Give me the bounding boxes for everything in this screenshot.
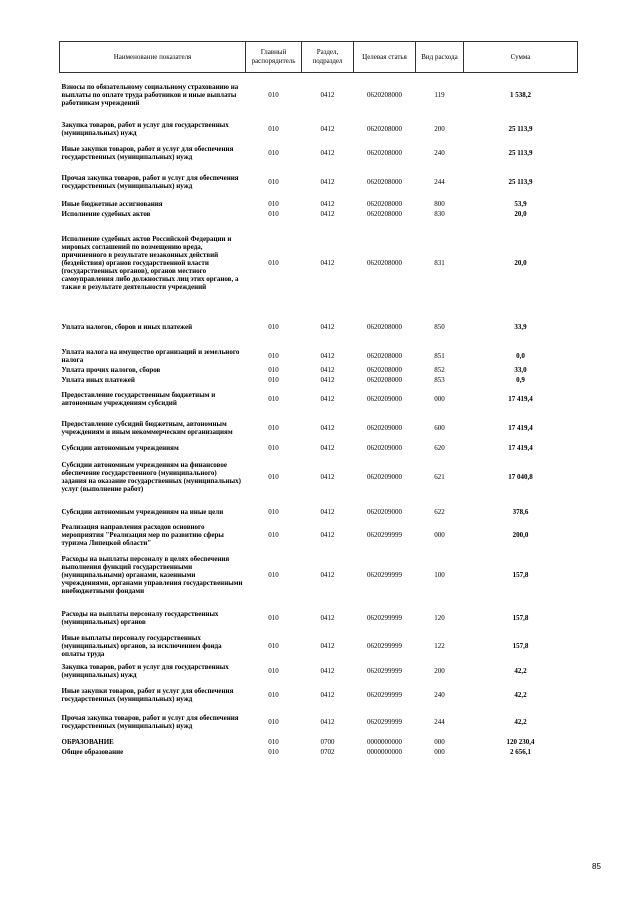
row-target-article: 0620299999 <box>367 570 402 579</box>
row-sum: 17 419,4 <box>508 394 533 403</box>
row-section: 0412 <box>320 613 335 622</box>
row-target-article: 0620209000 <box>367 394 402 403</box>
header-section: Раздел, подраздел <box>302 42 354 73</box>
table-row <box>60 209 578 219</box>
row-section: 0412 <box>320 443 335 452</box>
row-name: Субсидии автономным учреждениям <box>61 443 179 452</box>
row-section: 0702 <box>320 747 335 756</box>
row-sum: 42,2 <box>514 666 527 675</box>
table-row <box>60 453 578 501</box>
row-sum: 0,9 <box>516 375 525 384</box>
row-name: Предоставление государственным бюджетным и автономным учреждениям субсидий <box>61 390 216 407</box>
row-section: 0412 <box>320 124 335 133</box>
table-row <box>60 413 578 443</box>
table-row <box>60 165 578 199</box>
row-target-article: 0000000000 <box>367 747 402 756</box>
row-target-article: 0620208000 <box>367 90 402 99</box>
row-name: Закупка товаров, работ и услуг для государственных (муниципальных) нужд <box>61 120 229 137</box>
row-main-manager: 010 <box>268 365 279 374</box>
table-row <box>60 307 578 347</box>
row-expense-type: 122 <box>434 641 445 650</box>
row-sum: 378,6 <box>512 507 529 516</box>
row-expense-type: 000 <box>434 737 445 746</box>
row-section: 0412 <box>320 322 335 331</box>
row-main-manager: 010 <box>268 124 279 133</box>
row-target-article: 0620208000 <box>367 258 402 267</box>
table-row <box>60 707 578 737</box>
row-section: 0412 <box>320 209 335 218</box>
row-expense-type: 244 <box>434 177 445 186</box>
header-main-manager: Главный распорядитель <box>246 42 302 73</box>
row-expense-type: 100 <box>434 570 445 579</box>
table-row <box>60 603 578 633</box>
row-target-article: 0620208000 <box>367 177 402 186</box>
table-row <box>60 501 578 523</box>
row-main-manager: 010 <box>268 443 279 452</box>
row-expense-type: 851 <box>434 351 445 360</box>
row-section: 0412 <box>320 570 335 579</box>
row-expense-type: 831 <box>434 258 445 267</box>
row-name: ОБРАЗОВАНИЕ <box>61 737 114 746</box>
table-body <box>60 73 578 757</box>
row-name: Расходы на выплаты персоналу государственных (муниципальных) органов <box>61 609 219 626</box>
row-sum: 33,0 <box>514 365 527 374</box>
table-header-row <box>60 42 578 73</box>
row-target-article: 0620208000 <box>367 375 402 384</box>
row-target-article: 0620208000 <box>367 322 402 331</box>
row-main-manager: 010 <box>268 530 279 539</box>
row-main-manager: 010 <box>268 641 279 650</box>
row-sum: 157,8 <box>512 613 529 622</box>
row-name: Исполнение судебных актов Российской Федерации и мировых соглашений по возмещению вреда, причиненного в результате незаконных действий (бездействия) органов государственной власти (государственных органов), органов местного самоуправления либо должностных лиц этих органов, а также в результате деятельности учреждений <box>61 234 239 291</box>
row-target-article: 0620299999 <box>367 690 402 699</box>
row-name: Уплата налогов, сборов и иных платежей <box>61 322 193 331</box>
row-section: 0700 <box>320 737 335 746</box>
row-main-manager: 010 <box>268 690 279 699</box>
row-main-manager: 010 <box>268 737 279 746</box>
row-section: 0412 <box>320 423 335 432</box>
row-expense-type: 852 <box>434 365 445 374</box>
row-section: 0412 <box>320 666 335 675</box>
table-row <box>60 659 578 683</box>
row-main-manager: 010 <box>268 148 279 157</box>
row-name: Реализация направления расходов основного мероприятия "Реализация мер по развитию сферы туризма Липецкой области" <box>61 522 224 547</box>
row-main-manager: 010 <box>268 322 279 331</box>
row-sum: 120 230,4 <box>506 737 535 746</box>
row-expense-type: 000 <box>434 530 445 539</box>
row-section: 0412 <box>320 365 335 374</box>
row-sum: 2 656,1 <box>510 747 531 756</box>
row-main-manager: 010 <box>268 177 279 186</box>
budget-table <box>59 41 578 757</box>
table-row <box>60 73 578 117</box>
row-name: Взносы по обязательному социальному страхованию на выплаты по оплате труда работников и иные выплаты работникам учреждений <box>61 82 239 107</box>
row-name: Прочая закупка товаров, работ и услуг для обеспечения государственных (муниципальных) нужд <box>61 713 239 730</box>
row-target-article: 0620299999 <box>367 613 402 622</box>
table-row <box>60 747 578 757</box>
row-section: 0412 <box>320 530 335 539</box>
row-expense-type: 600 <box>434 423 445 432</box>
row-sum: 25 113,9 <box>508 124 533 133</box>
header-expense-type: Вид расхода <box>416 42 464 73</box>
row-section: 0412 <box>320 641 335 650</box>
row-expense-type: 240 <box>434 690 445 699</box>
row-name: Предоставление субсидий бюджетным, автономным учреждениям и иным некоммерческим организациям <box>61 419 233 436</box>
row-name: Иные выплаты персоналу государственных (муниципальных) органов, за исключением фонда оплаты труда <box>61 633 222 658</box>
row-expense-type: 622 <box>434 507 445 516</box>
row-sum: 42,2 <box>514 690 527 699</box>
row-expense-type: 200 <box>434 124 445 133</box>
row-name: Иные бюджетные ассигнования <box>61 199 163 208</box>
row-target-article: 0620208000 <box>367 365 402 374</box>
row-name: Иные закупки товаров, работ и услуг для обеспечения государственных (муниципальных) нужд <box>61 144 234 161</box>
row-section: 0412 <box>320 507 335 516</box>
row-target-article: 0620208000 <box>367 148 402 157</box>
row-sum: 25 113,9 <box>508 148 533 157</box>
row-sum: 53,9 <box>514 199 527 208</box>
row-section: 0412 <box>320 90 335 99</box>
row-expense-type: 000 <box>434 394 445 403</box>
row-target-article: 0620299999 <box>367 530 402 539</box>
row-sum: 17 040,8 <box>508 472 533 481</box>
row-section: 0412 <box>320 258 335 267</box>
table-row <box>60 683 578 707</box>
row-section: 0412 <box>320 148 335 157</box>
row-target-article: 0620209000 <box>367 472 402 481</box>
row-target-article: 0620208000 <box>367 124 402 133</box>
row-main-manager: 010 <box>268 570 279 579</box>
row-name: Уплата прочих налогов, сборов <box>61 365 161 374</box>
row-target-article: 0620209000 <box>367 507 402 516</box>
header-target-article: Целевая статья <box>354 42 416 73</box>
row-section: 0412 <box>320 199 335 208</box>
table-row <box>60 385 578 413</box>
row-sum: 20,0 <box>514 209 527 218</box>
row-expense-type: 119 <box>434 90 445 99</box>
row-main-manager: 010 <box>268 199 279 208</box>
row-sum: 25 113,9 <box>508 177 533 186</box>
table-row <box>60 633 578 659</box>
header-name: Наименование показателя <box>60 42 246 73</box>
row-expense-type: 244 <box>434 717 445 726</box>
row-expense-type: 120 <box>434 613 445 622</box>
row-expense-type: 853 <box>434 375 445 384</box>
row-target-article: 0620208000 <box>367 351 402 360</box>
row-section: 0412 <box>320 375 335 384</box>
row-sum: 157,8 <box>512 570 529 579</box>
row-target-article: 0620208000 <box>367 209 402 218</box>
row-expense-type: 200 <box>434 666 445 675</box>
row-sum: 17 419,4 <box>508 443 533 452</box>
table-row <box>60 141 578 165</box>
row-sum: 17 419,4 <box>508 423 533 432</box>
row-expense-type: 850 <box>434 322 445 331</box>
row-expense-type: 621 <box>434 472 445 481</box>
row-name: Исполнение судебных актов <box>61 209 151 218</box>
row-sum: 33,9 <box>514 322 527 331</box>
row-target-article: 0620299999 <box>367 666 402 675</box>
row-main-manager: 010 <box>268 423 279 432</box>
row-target-article: 0000000000 <box>367 737 402 746</box>
row-name: Закупка товаров, работ и услуг для государственных (муниципальных) нужд <box>61 662 229 679</box>
row-main-manager: 010 <box>268 666 279 675</box>
row-target-article: 0620209000 <box>367 443 402 452</box>
row-expense-type: 800 <box>434 199 445 208</box>
row-sum: 200,0 <box>512 530 529 539</box>
row-sum: 1 538,2 <box>510 90 531 99</box>
row-main-manager: 010 <box>268 394 279 403</box>
row-expense-type: 240 <box>434 148 445 157</box>
row-section: 0412 <box>320 177 335 186</box>
row-main-manager: 010 <box>268 613 279 622</box>
row-sum: 42,2 <box>514 717 527 726</box>
row-main-manager: 010 <box>268 375 279 384</box>
row-name: Субсидии автономным учреждениям на финансовое обеспечение государственного (муниципального) задания на оказание государственных (муниципальных) услуг (выполнение работ) <box>61 460 241 493</box>
row-main-manager: 010 <box>268 209 279 218</box>
table-row <box>60 375 578 385</box>
table-row <box>60 365 578 375</box>
row-section: 0412 <box>320 717 335 726</box>
row-main-manager: 010 <box>268 90 279 99</box>
row-main-manager: 010 <box>268 507 279 516</box>
row-target-article: 0620209000 <box>367 423 402 432</box>
row-sum: 20,0 <box>514 258 527 267</box>
row-expense-type: 000 <box>434 747 445 756</box>
row-name: Уплата иных платежей <box>61 375 135 384</box>
row-section: 0412 <box>320 690 335 699</box>
row-expense-type: 620 <box>434 443 445 452</box>
row-target-article: 0620299999 <box>367 717 402 726</box>
row-target-article: 0620208000 <box>367 199 402 208</box>
row-target-article: 0620299999 <box>367 641 402 650</box>
row-name: Уплата налога на имущество организаций и земельного налога <box>61 347 240 364</box>
row-sum: 0,0 <box>516 351 525 360</box>
table-row <box>60 737 578 747</box>
row-main-manager: 010 <box>268 351 279 360</box>
row-name: Расходы на выплаты персоналу в целях обеспечения выполнения функций государственными (муниципальными) органами, казенными учреждениями, органами управления государственными внебюджетными фондами <box>61 554 243 595</box>
row-name: Общее образование <box>61 747 124 756</box>
row-main-manager: 010 <box>268 717 279 726</box>
row-name: Прочая закупка товаров, работ и услуг для обеспечения государственных (муниципальных) нужд <box>61 173 239 190</box>
table-row <box>60 547 578 603</box>
row-main-manager: 010 <box>268 747 279 756</box>
table-row <box>60 523 578 547</box>
row-name: Субсидии автономным учреждениям на иные цели <box>61 507 224 516</box>
row-section: 0412 <box>320 472 335 481</box>
row-section: 0412 <box>320 394 335 403</box>
row-main-manager: 010 <box>268 472 279 481</box>
page-number: 85 <box>592 862 601 871</box>
table-row <box>60 443 578 453</box>
table-row <box>60 199 578 209</box>
row-sum: 157,8 <box>512 641 529 650</box>
row-section: 0412 <box>320 351 335 360</box>
table-row <box>60 347 578 365</box>
row-main-manager: 010 <box>268 258 279 267</box>
header-sum: Сумма <box>464 42 578 73</box>
table-row <box>60 117 578 141</box>
row-expense-type: 830 <box>434 209 445 218</box>
row-name: Иные закупки товаров, работ и услуг для обеспечения государственных (муниципальных) нужд <box>61 686 234 703</box>
table-row <box>60 219 578 307</box>
